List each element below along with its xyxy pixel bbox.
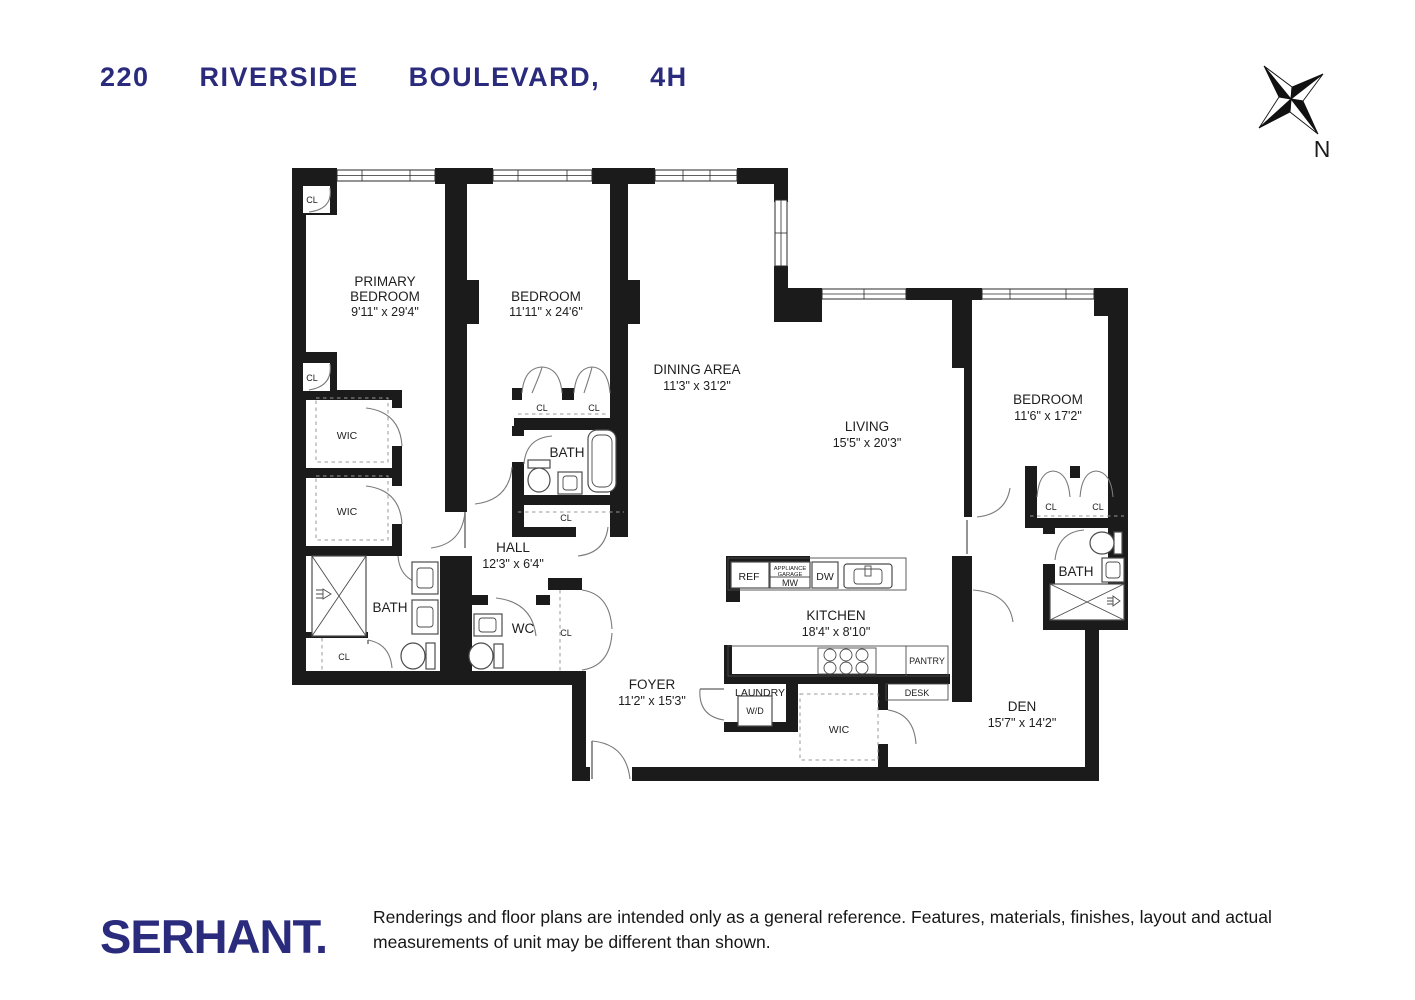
doors [309,188,1113,781]
closet-label: CL [1092,502,1104,512]
wic1-label: WIC [336,430,358,442]
dishwasher-label: DW [816,571,834,583]
sink-icon [474,614,502,636]
bedroom3-dims: 11'6" x 17'2" [1014,409,1082,423]
serhant-logo: SERHANT. [100,910,328,963]
toilet-icon [401,643,435,669]
kitchen-label: KITCHEN [806,608,866,623]
hall-label: HALL [496,540,530,555]
ref-label: REF [738,571,760,583]
page-title: 220 RIVERSIDE BOULEVARD, 4H [100,62,688,92]
den-label: DEN [1007,699,1037,714]
closet-label: CL [560,628,572,638]
compass-rose-icon [1259,66,1330,162]
closet-label: CL [588,403,600,413]
appliance-garage-label: APPLIANCE [773,566,807,572]
closet-label: CL [306,195,318,205]
toilet-icon [469,643,503,669]
bath1-label: BATH [372,600,408,615]
desk-label: DESK [904,688,930,698]
closet-label: CL [560,513,572,523]
microwave-label: MW [782,578,798,588]
bathtub-primary [312,556,366,636]
bedroom2-label: BEDROOM [511,289,581,304]
appliance-garage-label2: GARAGE [777,572,803,578]
bedroom2-dims: 11'11" x 24'6" [509,305,583,319]
primary-bedroom-label2: BEDROOM [350,289,420,304]
washer-dryer-label: W/D [746,706,764,716]
primary-bedroom-label: PRIMARY [354,274,416,289]
kitchen-dims: 18'4" x 8'10" [801,625,871,639]
disclaimer-text: Renderings and floor plans are intended only as a general reference. Features, materials, finishes, layout and actual measurements of unit may be different than shown. [373,907,1272,953]
closet-label: CL [338,652,350,662]
laundry-label: LAUNDRY [735,687,785,699]
closet-label: CL [306,373,318,383]
bath3-label: BATH [1058,564,1094,579]
north-label: N [1313,136,1331,162]
sink-icon [412,600,438,634]
foyer-dims: 11'2" x 15'3" [618,694,686,708]
wc-label: WC [511,621,535,636]
cooktop-icon [818,648,876,674]
sink-icon [558,472,582,494]
foyer-label: FOYER [628,677,676,692]
hall-dims: 12'3" x 6'4" [482,557,544,571]
pantry-label: PANTRY [909,656,945,666]
living-dims: 15'5" x 20'3" [832,436,902,450]
bathtub-den [1050,584,1124,620]
dining-label: DINING AREA [653,362,741,377]
closet-label: CL [536,403,548,413]
footer [100,905,1330,963]
sink-icon [412,562,438,594]
primary-bedroom-dims: 9'11" x 29'4" [351,305,419,319]
toilet-icon [528,460,550,492]
dining-dims: 11'3" x 31'2" [663,379,731,393]
closet-label: CL [1045,502,1057,512]
living-label: LIVING [844,419,890,434]
bath2-label: BATH [549,445,585,460]
bedroom3-label: BEDROOM [1013,392,1083,407]
kitchen-sink-icon [844,564,892,588]
wic3-label: WIC [828,724,850,736]
toilet-icon [1090,532,1122,554]
den-dims: 15'7" x 14'2" [987,716,1057,730]
wic2-label: WIC [336,506,358,518]
